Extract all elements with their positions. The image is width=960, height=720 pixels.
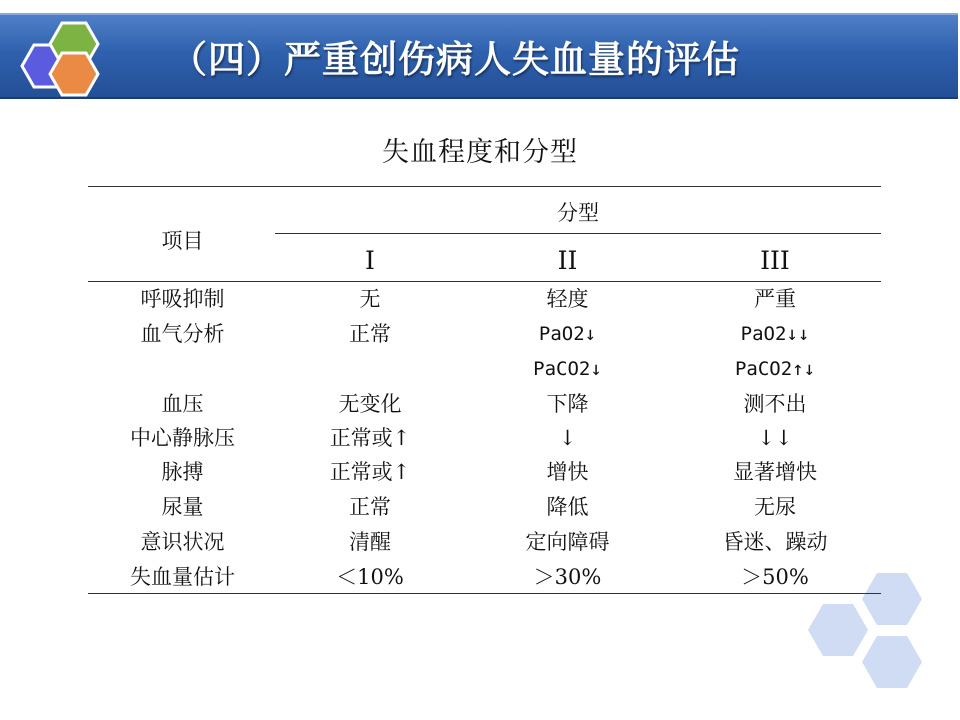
row-value-type-3: 测不出 bbox=[743, 392, 807, 416]
column-header-item: 项目 bbox=[161, 229, 204, 253]
row-value-type-2: ＞30% bbox=[533, 565, 602, 589]
type-header-2: II bbox=[557, 246, 578, 275]
row-item: 脉搏 bbox=[161, 460, 204, 484]
row-value-type-2: 降低 bbox=[546, 495, 589, 519]
title-banner bbox=[0, 13, 958, 99]
row-item: 意识状况 bbox=[140, 530, 225, 554]
row-value-type-1: 正常或↑ bbox=[329, 460, 411, 484]
row-item: 血压 bbox=[161, 392, 204, 416]
row-value-type-1: ＜10% bbox=[336, 565, 404, 589]
table-bottom-rule bbox=[88, 593, 881, 594]
row-value-type-2: 轻度 bbox=[546, 287, 589, 311]
slide-title: （四）严重创伤病人失血量的评估 bbox=[170, 38, 740, 81]
type-header-1: I bbox=[365, 246, 375, 275]
row-value-type-1: 正常或↑ bbox=[329, 426, 411, 450]
row-value-type-2: PaCO2↓ bbox=[533, 358, 602, 380]
row-value-type-3: 严重 bbox=[754, 287, 796, 311]
row-value-type-2: 定向障碍 bbox=[525, 530, 610, 554]
table-top-rule bbox=[88, 186, 881, 187]
row-value-type-3: 昏迷、躁动 bbox=[722, 530, 828, 554]
row-item: 血气分析 bbox=[140, 322, 225, 346]
row-value-type-1: 无 bbox=[359, 287, 381, 311]
row-value-type-1: 无变化 bbox=[338, 392, 402, 416]
row-value-type-3: ↓↓ bbox=[757, 426, 793, 450]
row-value-type-3: 显著增快 bbox=[733, 460, 817, 484]
group-rule bbox=[275, 233, 881, 234]
row-value-type-2: PaO2↓ bbox=[538, 323, 597, 345]
table-title: 失血程度和分型 bbox=[382, 137, 578, 168]
type-header-3: III bbox=[760, 246, 790, 275]
row-value-type-1: 正常 bbox=[349, 322, 391, 346]
row-value-type-3: 无尿 bbox=[754, 495, 796, 519]
row-value-type-3: PaO2↓↓ bbox=[740, 323, 810, 345]
row-value-type-1: 正常 bbox=[349, 495, 391, 519]
row-item: 呼吸抑制 bbox=[140, 287, 225, 311]
row-value-type-2: 下降 bbox=[546, 392, 589, 416]
row-value-type-1: 清醒 bbox=[349, 530, 391, 554]
row-value-type-2: 增快 bbox=[546, 460, 589, 484]
row-item: 失血量估计 bbox=[130, 565, 235, 589]
row-value-type-3: ＞50% bbox=[741, 565, 809, 589]
row-value-type-3: PaCO2↑↓ bbox=[734, 358, 816, 380]
column-group-header: 分型 bbox=[557, 201, 599, 225]
row-item: 尿量 bbox=[161, 495, 204, 519]
hexagon-logo-icon bbox=[8, 12, 104, 98]
row-item: 中心静脉压 bbox=[130, 426, 235, 450]
row-value-type-2: ↓ bbox=[558, 426, 577, 450]
header-bottom-rule bbox=[88, 281, 881, 282]
